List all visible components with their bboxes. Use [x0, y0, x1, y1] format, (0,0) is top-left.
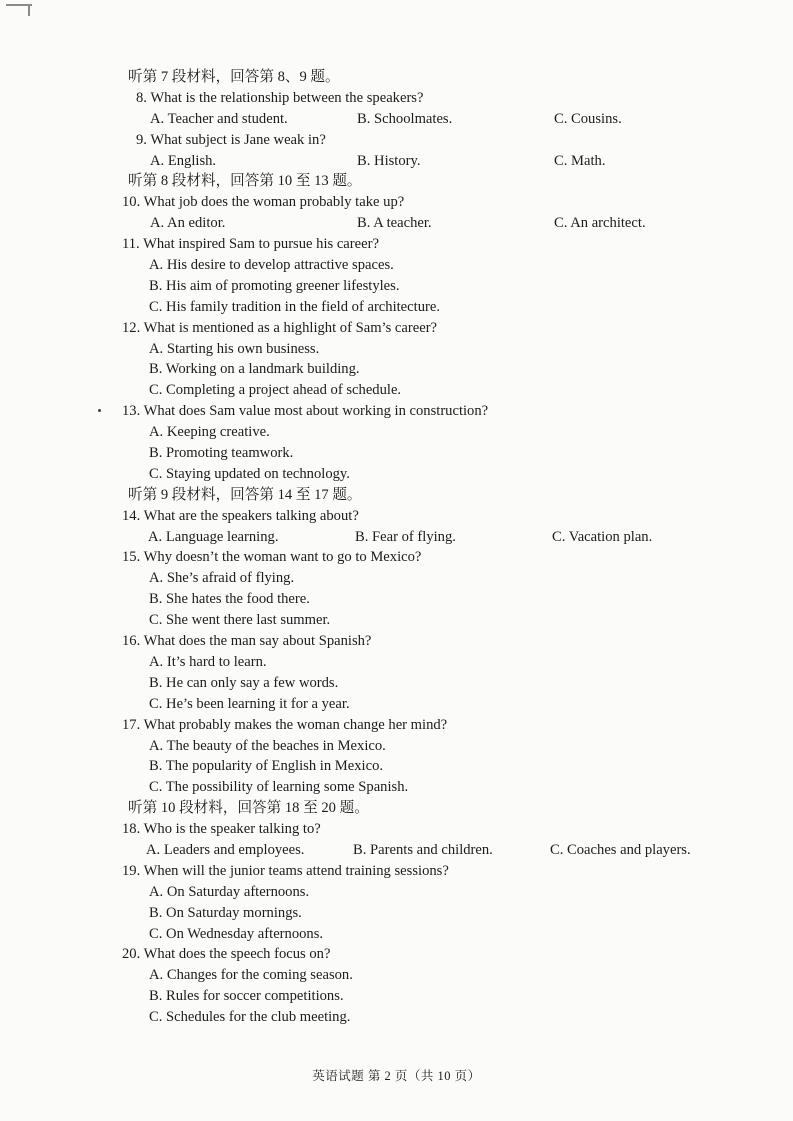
option-a: A. Language learning.	[148, 528, 279, 545]
section-instruction: 听第 10 段材料，回答第 18 至 20 题。	[128, 800, 369, 817]
answer-option: C. The possibility of learning some Spanish.	[149, 779, 409, 796]
answer-option: A. Keeping creative.	[149, 424, 270, 441]
question-stem: 8. What is the relationship between the speakers?	[136, 89, 424, 106]
answer-option: A. Changes for the coming season.	[149, 967, 353, 984]
answer-option: B. Promoting teamwork.	[149, 445, 294, 462]
option-row	[0, 840, 793, 861]
option-b: B. A teacher.	[357, 215, 432, 232]
answer-option: B. Rules for soccer competitions.	[149, 988, 344, 1005]
answer-option: C. On Wednesday afternoons.	[149, 925, 324, 942]
answer-option: C. Staying updated on technology.	[149, 465, 350, 482]
option-b: B. Parents and children.	[353, 841, 493, 858]
answer-option: A. It’s hard to learn.	[149, 653, 267, 670]
answer-option: A. The beauty of the beaches in Mexico.	[149, 737, 386, 754]
question-list	[0, 67, 793, 1028]
answer-option: A. On Saturday afternoons.	[149, 883, 310, 900]
answer-option: B. He can only say a few words.	[149, 674, 339, 691]
question-stem: 12. What is mentioned as a highlight of Sam’s career?	[122, 319, 438, 336]
option-b: B. Schoolmates.	[357, 110, 453, 127]
answer-option: C. Schedules for the club meeting.	[149, 1009, 351, 1026]
option-c: C. Math.	[554, 152, 606, 169]
scan-corner-mark	[6, 4, 32, 14]
question-stem: 17. What probably makes the woman change her mind?	[122, 716, 448, 733]
question-stem: 20. What does the speech focus on?	[122, 946, 331, 963]
question-stem: 14. What are the speakers talking about?	[122, 507, 359, 524]
question-stem: 10. What job does the woman probably take up?	[122, 194, 405, 211]
question-stem: 15. Why doesn’t the woman want to go to Mexico?	[122, 549, 422, 566]
option-a: A. Teacher and student.	[150, 110, 288, 127]
option-row	[0, 213, 793, 234]
answer-option: B. She hates the food there.	[149, 591, 310, 608]
page-footer: 英语试题 第 2 页（共 10 页）	[312, 1069, 481, 1083]
question-stem: 9. What subject is Jane weak in?	[136, 131, 326, 148]
section-instruction: 听第 9 段材料，回答第 14 至 17 题。	[128, 486, 362, 503]
answer-option: B. Working on a landmark building.	[149, 361, 360, 378]
question-stem: 11. What inspired Sam to pursue his career?	[122, 236, 379, 253]
answer-option: B. On Saturday mornings.	[149, 904, 302, 921]
option-a: A. English.	[150, 152, 217, 169]
question-stem: 18. Who is the speaker talking to?	[122, 821, 321, 838]
option-row	[0, 151, 793, 172]
answer-option: C. His family tradition in the field of architecture.	[149, 298, 440, 315]
option-c: C. Vacation plan.	[552, 528, 653, 545]
answer-option: A. Starting his own business.	[149, 340, 320, 357]
option-b: B. History.	[357, 152, 421, 169]
answer-option: C. She went there last summer.	[149, 612, 331, 629]
answer-option: B. The popularity of English in Mexico.	[149, 758, 384, 775]
answer-option: B. His aim of promoting greener lifestyles.	[149, 277, 400, 294]
answer-option: A. His desire to develop attractive spaces.	[149, 257, 394, 274]
section-instruction: 听第 7 段材料，回答第 8、9 题。	[128, 69, 340, 85]
option-c: C. An architect.	[554, 215, 646, 232]
question-stem: 13. What does Sam value most about working in construction?	[122, 403, 489, 420]
answer-option: A. She’s afraid of flying.	[149, 570, 295, 587]
answer-option: C. Completing a project ahead of schedule.	[149, 382, 402, 399]
option-row	[0, 109, 793, 130]
option-a: A. Leaders and employees.	[146, 841, 305, 858]
question-stem: 16. What does the man say about Spanish?	[122, 633, 372, 650]
option-a: A. An editor.	[150, 215, 226, 232]
option-c: C. Cousins.	[554, 110, 622, 127]
question-stem: 19. When will the junior teams attend training sessions?	[122, 862, 449, 879]
section-instruction: 听第 8 段材料，回答第 10 至 13 题。	[128, 173, 362, 190]
answer-option: C. He’s been learning it for a year.	[149, 695, 350, 712]
option-row	[0, 527, 793, 548]
option-b: B. Fear of flying.	[355, 528, 456, 545]
option-c: C. Coaches and players.	[550, 841, 691, 858]
